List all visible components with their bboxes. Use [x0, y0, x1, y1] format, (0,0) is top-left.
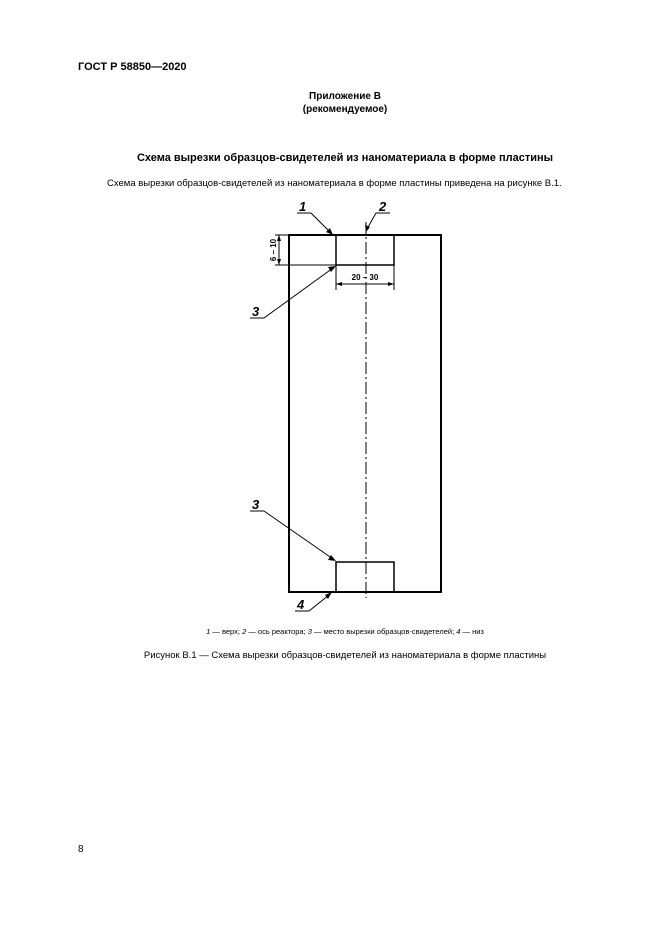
legend-num-2: 2 [242, 627, 247, 636]
standard-code: ГОСТ Р 58850—2020 [78, 61, 187, 73]
figure-caption: Рисунок В.1 — Схема вырезки образцов-свидетелей из наноматериала в форме пластины [143, 650, 547, 661]
page-number: 8 [78, 844, 84, 855]
lower-cut-zone [336, 562, 394, 592]
label-4: 4 [297, 597, 305, 612]
label-1: 1 [299, 199, 307, 214]
width-dimension-label: 20 – 30 [351, 273, 379, 282]
legend-text-2: — ось реактора; [246, 627, 308, 636]
label-2: 2 [379, 199, 387, 214]
legend-num-3: 3 [307, 627, 312, 636]
height-dimension-label: 6 – 10 [269, 238, 278, 262]
figure-legend [0, 627, 661, 636]
legend-text-4: — низ [460, 627, 484, 636]
legend-text-3: — место вырезки образцов-свидетелей; [311, 627, 457, 636]
label-4-leader [309, 595, 329, 611]
label-3-lower-leader [264, 511, 333, 559]
legend-num-4: 4 [456, 627, 461, 636]
width-arrow-right [388, 282, 394, 286]
label-3-upper-leader [264, 268, 333, 318]
intro-paragraph: Схема вырезки образцов-свидетелей из наноматериала в форме пластины приведена на рисунке В.1. [107, 178, 562, 189]
legend-text-1: — верх; [210, 627, 243, 636]
plate-outline [289, 235, 441, 592]
label-3-upper: 3 [252, 304, 260, 319]
section-title: Схема вырезки образцов-свидетелей из наноматериала в форме пластины [136, 152, 554, 164]
width-arrow-left [336, 282, 342, 286]
appendix-note: (рекомендуемое) [302, 104, 388, 115]
legend-num-1: 1 [206, 627, 211, 636]
upper-cut-zone [336, 235, 394, 265]
label-3-lower: 3 [252, 497, 260, 512]
appendix-title: Приложение В [309, 91, 381, 102]
